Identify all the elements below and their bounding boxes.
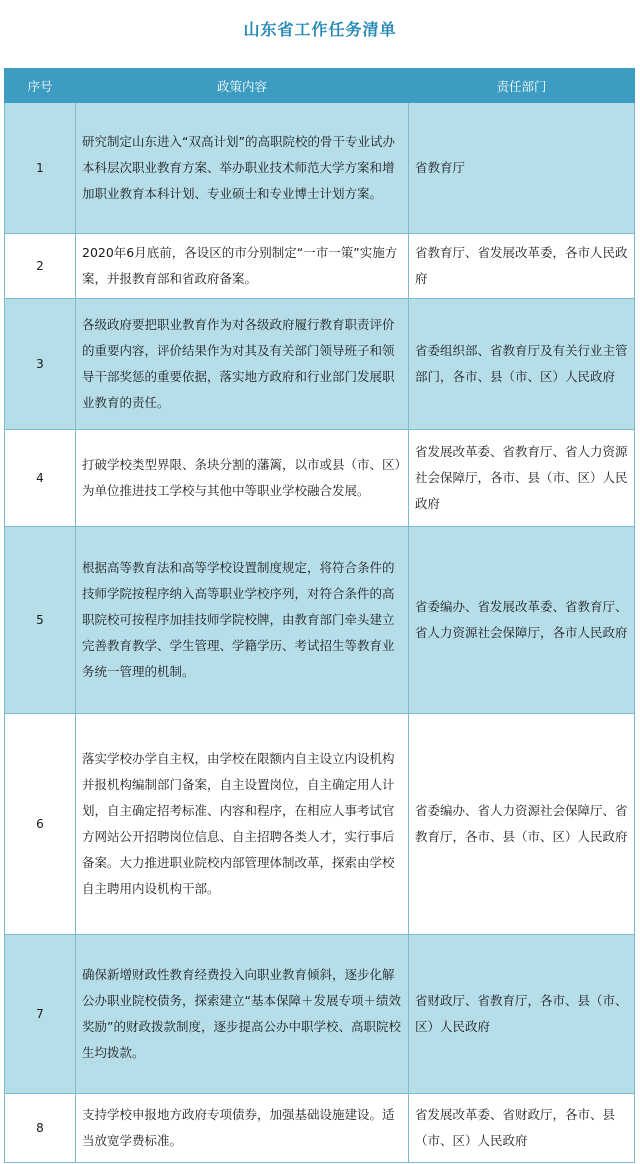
table-row bbox=[5, 1094, 635, 1163]
row-dept: 省发展改革委、省财政厅，各市、县（市、区）人民政府 bbox=[409, 1094, 635, 1163]
row-content: 研究制定山东进入“双高计划”的高职院校的骨干专业试办本科层次职业教育方案、举办职业技术师范大学方案和增加职业教育本科计划、专业硕士和专业博士计划方案。 bbox=[76, 103, 409, 234]
table-row bbox=[5, 714, 635, 935]
row-content: 根据高等教育法和高等学校设置制度规定，将符合条件的技师学院按程序纳入高等职业学校序列，对符合条件的高职院校可按程序加挂技师学院校牌，由教育部门牵头建立完善教育教学、学生管理、学籍学历、考试招生等教育业务统一管理的机制。 bbox=[76, 527, 409, 714]
row-no: 7 bbox=[5, 935, 76, 1094]
task-table bbox=[4, 68, 635, 1163]
table-row bbox=[5, 935, 635, 1094]
row-content: 支持学校申报地方政府专项债券，加强基础设施建设。适当放宽学费标准。 bbox=[76, 1094, 409, 1163]
table-header-row bbox=[5, 69, 635, 103]
row-no: 2 bbox=[5, 234, 76, 299]
row-dept: 省委编办、省发展改革委、省教育厅、省人力资源社会保障厅，各市人民政府 bbox=[409, 527, 635, 714]
page-title: 山东省工作任务清单 bbox=[243, 20, 397, 39]
row-dept: 省教育厅 bbox=[409, 103, 635, 234]
row-dept: 省发展改革委、省教育厅、省人力资源社会保障厅，各市、县（市、区）人民政府 bbox=[409, 430, 635, 527]
header-content: 政策内容 bbox=[76, 69, 409, 103]
header-dept: 责任部门 bbox=[409, 69, 635, 103]
row-no: 1 bbox=[5, 103, 76, 234]
table-row bbox=[5, 234, 635, 299]
table-row bbox=[5, 527, 635, 714]
table-row bbox=[5, 299, 635, 430]
table-row bbox=[5, 430, 635, 527]
row-dept: 省教育厅、省发展改革委，各市人民政府 bbox=[409, 234, 635, 299]
row-no: 3 bbox=[5, 299, 76, 430]
row-content: 打破学校类型界限、条块分割的藩篱，以市或县（市、区）为单位推进技工学校与其他中等职业学校融合发展。 bbox=[76, 430, 409, 527]
row-dept: 省委组织部、省教育厅及有关行业主管部门，各市、县（市、区）人民政府 bbox=[409, 299, 635, 430]
header-no: 序号 bbox=[5, 69, 76, 103]
row-no: 5 bbox=[5, 527, 76, 714]
row-dept: 省委编办、省人力资源社会保障厅、省教育厅，各市、县（市、区）人民政府 bbox=[409, 714, 635, 935]
row-no: 6 bbox=[5, 714, 76, 935]
table-row bbox=[5, 103, 635, 234]
row-content: 各级政府要把职业教育作为对各级政府履行教育职责评价的重要内容，评价结果作为对其及有关部门领导班子和领导干部奖惩的重要依据，落实地方政府和行业部门发展职业教育的责任。 bbox=[76, 299, 409, 430]
row-content: 2020年6月底前，各设区的市分别制定“一市一策”实施方案，并报教育部和省政府备案。 bbox=[76, 234, 409, 299]
row-no: 4 bbox=[5, 430, 76, 527]
row-no: 8 bbox=[5, 1094, 76, 1163]
row-content: 确保新增财政性教育经费投入向职业教育倾斜，逐步化解公办职业院校债务，探索建立“基本保障＋发展专项＋绩效奖励”的财政拨款制度，逐步提高公办中职学校、高职院校生均拨款。 bbox=[76, 935, 409, 1094]
row-content: 落实学校办学自主权，由学校在限额内自主设立内设机构并报机构编制部门备案，自主设置岗位，自主确定用人计划，自主确定招考标准、内容和程序，在相应人事考试官方网站公开招聘岗位信息、自主招聘各类人才，实行事后备案。大力推进职业院校内部管理体制改革，探索由学校自主聘用内设机构干部。 bbox=[76, 714, 409, 935]
row-dept: 省财政厅、省教育厅，各市、县（市、区）人民政府 bbox=[409, 935, 635, 1094]
